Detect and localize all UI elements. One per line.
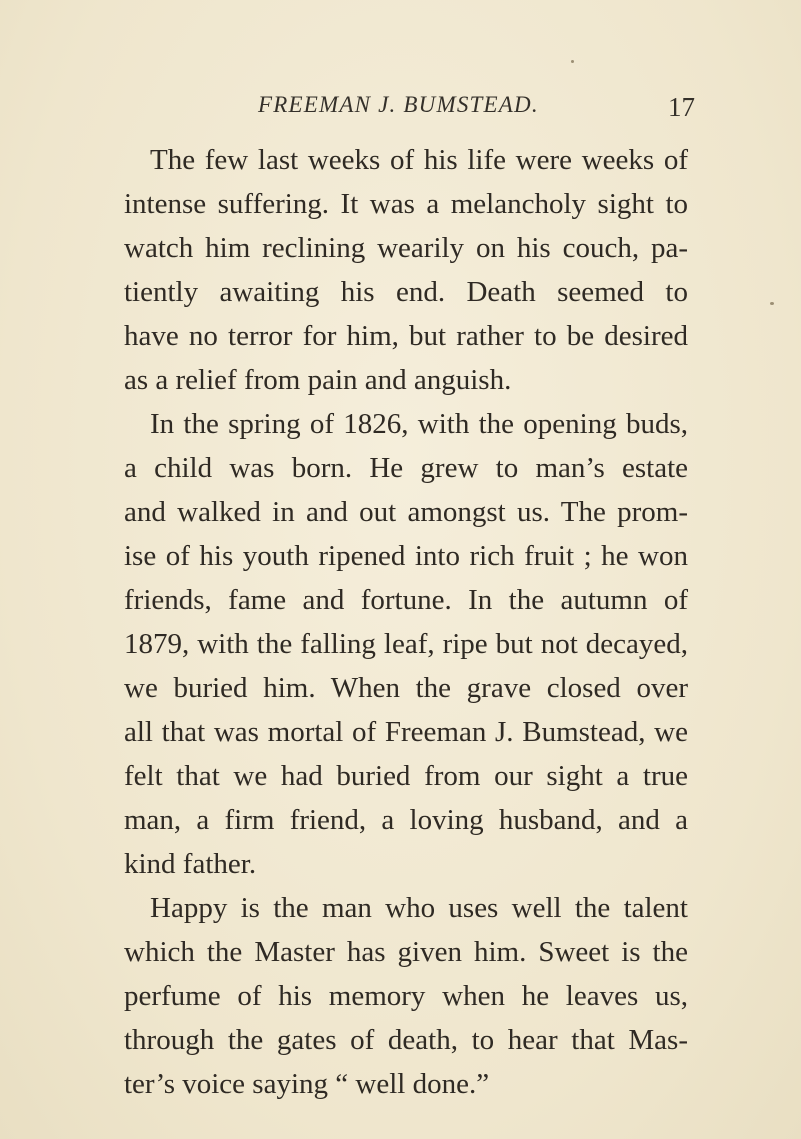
text-line: man, a firm friend, a loving husband, and a bbox=[124, 804, 688, 836]
text-line: perfume of his memory when he leaves us, bbox=[124, 980, 688, 1012]
text-line: which the Master has given him. Sweet is the bbox=[124, 936, 688, 968]
text-line: we buried him. When the grave closed over bbox=[124, 672, 688, 704]
text-line: kind father. bbox=[124, 848, 257, 880]
text-line: intense suffering. It was a melancholy sight to bbox=[124, 188, 688, 220]
text-line: and walked in and out amongst us. The prom- bbox=[124, 496, 688, 528]
paper-speck bbox=[770, 302, 774, 305]
text-line: a child was born. He grew to man’s estate bbox=[124, 452, 688, 484]
paper-speck bbox=[571, 60, 574, 63]
page-number: 17 bbox=[668, 92, 695, 122]
text-line: watch him reclining wearily on his couch, pa- bbox=[124, 232, 688, 264]
text-line: The few last weeks of his life were weeks of bbox=[150, 144, 688, 176]
text-line: friends, fame and fortune. In the autumn of bbox=[124, 584, 688, 616]
text-line: all that was mortal of Freeman J. Bumstead, we bbox=[124, 716, 688, 748]
text-line: felt that we had buried from our sight a true bbox=[124, 760, 688, 792]
text-line: as a relief from pain and anguish. bbox=[124, 364, 512, 396]
text-line: tiently awaiting his end. Death seemed to bbox=[124, 276, 688, 308]
text-line: ise of his youth ripened into rich fruit ; he won bbox=[124, 540, 688, 572]
text-line: 1879, with the falling leaf, ripe but not decayed, bbox=[124, 628, 688, 660]
text-line: In the spring of 1826, with the opening buds, bbox=[150, 408, 688, 440]
text-line: Happy is the man who uses well the talent bbox=[150, 892, 688, 924]
running-head-title: FREEMAN J. BUMSTEAD. bbox=[258, 92, 539, 117]
text-line: ter’s voice saying “ well done.” bbox=[124, 1068, 490, 1100]
text-line: have no terror for him, but rather to be desired bbox=[124, 320, 688, 352]
text-line: through the gates of death, to hear that Mas- bbox=[124, 1024, 688, 1056]
